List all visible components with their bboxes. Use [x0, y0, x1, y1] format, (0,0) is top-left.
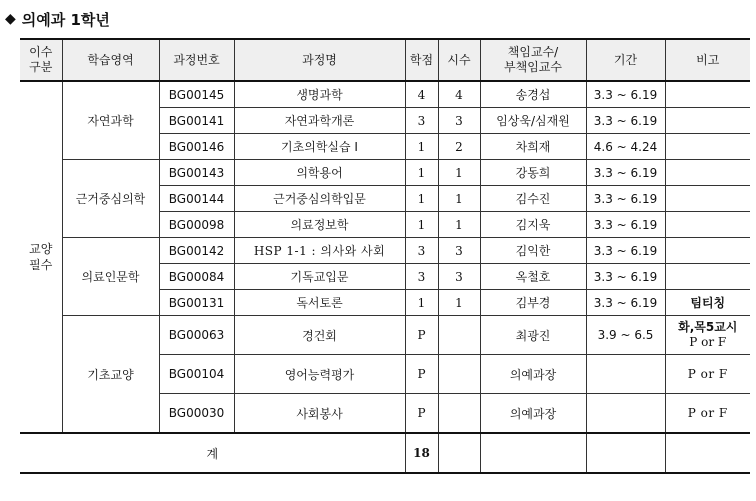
course-credit: P [405, 316, 438, 355]
course-note [665, 134, 750, 160]
header-credit: 학점 [405, 39, 438, 81]
course-hours: 2 [438, 134, 480, 160]
course-credit: 1 [405, 290, 438, 316]
course-professor: 김부경 [480, 290, 586, 316]
course-note: 팀티칭 [665, 290, 750, 316]
total-empty [586, 433, 665, 473]
course-professor: 김수진 [480, 186, 586, 212]
course-period: 4.6 ~ 4.24 [586, 134, 665, 160]
total-label: 계 [20, 433, 405, 473]
course-professor: 강동희 [480, 160, 586, 186]
course-note [665, 186, 750, 212]
course-period: 3.3 ~ 6.19 [586, 186, 665, 212]
course-code: BG00141 [159, 108, 234, 134]
course-hours [438, 394, 480, 434]
course-hours: 3 [438, 108, 480, 134]
course-name: 기초의학실습 I [234, 134, 405, 160]
course-period: 3.9 ~ 6.5 [586, 316, 665, 355]
header-note: 비고 [665, 39, 750, 81]
area-cell: 자연과학 [62, 81, 159, 160]
course-note [665, 238, 750, 264]
course-note: P or F [665, 355, 750, 394]
area-cell: 기초교양 [62, 316, 159, 434]
course-name: 생명과학 [234, 81, 405, 108]
course-code: BG00144 [159, 186, 234, 212]
course-period: 3.3 ~ 6.19 [586, 264, 665, 290]
course-professor: 차희재 [480, 134, 586, 160]
course-credit: 1 [405, 160, 438, 186]
course-hours: 4 [438, 81, 480, 108]
section-title: 의예과 1학년 [21, 10, 110, 29]
course-name: 의료정보학 [234, 212, 405, 238]
course-note [665, 316, 750, 355]
course-hours: 3 [438, 238, 480, 264]
course-name: 의학용어 [234, 160, 405, 186]
course-name: 기독교입문 [234, 264, 405, 290]
header-professor: 책임교수/ 부책임교수 [480, 39, 586, 81]
course-name: 경건회 [234, 316, 405, 355]
header-row [20, 39, 750, 81]
header-area: 학습영역 [62, 39, 159, 81]
header-period: 기간 [586, 39, 665, 81]
course-period [586, 355, 665, 394]
course-hours: 1 [438, 160, 480, 186]
course-code: BG00084 [159, 264, 234, 290]
course-professor: 최광진 [480, 316, 586, 355]
course-period: 3.3 ~ 6.19 [586, 108, 665, 134]
course-professor: 의예과장 [480, 394, 586, 434]
course-professor: 옥철호 [480, 264, 586, 290]
course-code: BG00143 [159, 160, 234, 186]
course-credit: 3 [405, 108, 438, 134]
course-period: 3.3 ~ 6.19 [586, 290, 665, 316]
course-code: BG00030 [159, 394, 234, 434]
course-hours: 1 [438, 186, 480, 212]
course-name: 영어능력평가 [234, 355, 405, 394]
header-category: 이수 구분 [20, 39, 62, 81]
category-cell: 교양 필수 [20, 81, 62, 433]
course-hours [438, 355, 480, 394]
note-schedule: 화,목5교시 [678, 320, 738, 334]
course-credit: 1 [405, 134, 438, 160]
course-code: BG00104 [159, 355, 234, 394]
course-credit: 1 [405, 212, 438, 238]
course-credit: 3 [405, 264, 438, 290]
total-empty [665, 433, 750, 473]
course-name: 사회봉사 [234, 394, 405, 434]
course-period: 3.3 ~ 6.19 [586, 238, 665, 264]
course-name: 자연과학개론 [234, 108, 405, 134]
course-hours [438, 316, 480, 355]
course-code: BG00098 [159, 212, 234, 238]
total-empty [480, 433, 586, 473]
course-professor: 송경섭 [480, 81, 586, 108]
area-cell: 의료인문학 [62, 238, 159, 316]
course-note [665, 81, 750, 108]
course-name: 독서토론 [234, 290, 405, 316]
course-note: P or F [665, 394, 750, 434]
course-hours: 1 [438, 212, 480, 238]
course-period [586, 394, 665, 434]
course-credit: P [405, 394, 438, 434]
table-row [20, 238, 750, 264]
course-hours: 1 [438, 290, 480, 316]
course-professor: 의예과장 [480, 355, 586, 394]
course-code: BG00063 [159, 316, 234, 355]
table-row [20, 81, 750, 108]
course-code: BG00142 [159, 238, 234, 264]
course-credit: P [405, 355, 438, 394]
header-code: 과정번호 [159, 39, 234, 81]
course-period: 3.3 ~ 6.19 [586, 160, 665, 186]
header-hours: 시수 [438, 39, 480, 81]
course-period: 3.3 ~ 6.19 [586, 212, 665, 238]
note-grading: P or F [689, 335, 727, 349]
course-note [665, 212, 750, 238]
course-professor: 김익한 [480, 238, 586, 264]
section-heading [5, 7, 110, 31]
course-note [665, 108, 750, 134]
total-credit: 18 [405, 433, 438, 473]
area-cell: 근거중심의학 [62, 160, 159, 238]
course-code: BG00146 [159, 134, 234, 160]
total-empty [438, 433, 480, 473]
course-name: 근거중심의학입문 [234, 186, 405, 212]
total-row [20, 433, 750, 473]
header-name: 과정명 [234, 39, 405, 81]
table-row [20, 316, 750, 355]
course-period: 3.3 ~ 6.19 [586, 81, 665, 108]
course-note [665, 160, 750, 186]
table-row [20, 160, 750, 186]
course-credit: 3 [405, 238, 438, 264]
course-hours: 3 [438, 264, 480, 290]
course-name: HSP 1-1 : 의사와 사회 [234, 238, 405, 264]
course-code: BG00145 [159, 81, 234, 108]
diamond-bullet-icon: ◆ [5, 11, 16, 27]
course-note [665, 264, 750, 290]
course-professor: 김지욱 [480, 212, 586, 238]
course-credit: 4 [405, 81, 438, 108]
course-credit: 1 [405, 186, 438, 212]
course-code: BG00131 [159, 290, 234, 316]
curriculum-table [20, 38, 750, 474]
course-professor: 임상욱/심재원 [480, 108, 586, 134]
